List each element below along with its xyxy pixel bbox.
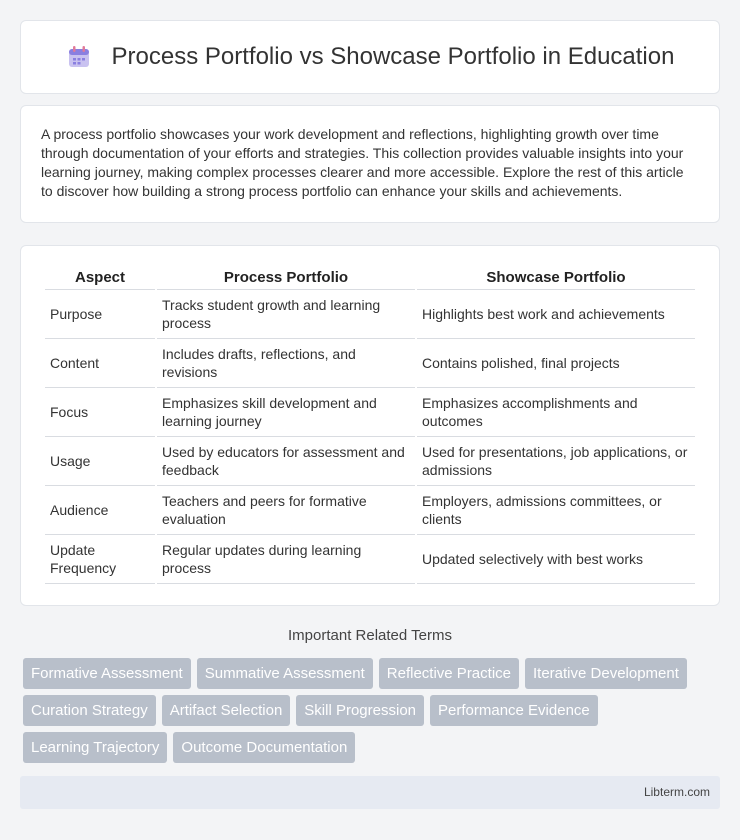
table-row — [45, 535, 695, 584]
related-terms-title: Important Related Terms — [288, 627, 452, 644]
term-tag-formative-assessment[interactable]: Formative Assessment — [23, 658, 191, 689]
cell-aspect: Update Frequency — [45, 535, 155, 584]
cell-aspect: Audience — [45, 486, 155, 535]
cell-aspect: Usage — [45, 437, 155, 486]
footer-site-link[interactable]: Libterm.com — [643, 785, 710, 799]
comparison-table — [43, 266, 697, 584]
related-terms-list — [20, 658, 720, 769]
term-tag-skill-progression[interactable]: Skill Progression — [296, 695, 424, 726]
table-header-row — [45, 266, 695, 290]
term-tag-learning-trajectory[interactable]: Learning Trajectory — [23, 732, 167, 763]
term-tag-curation-strategy[interactable]: Curation Strategy — [23, 695, 156, 726]
table-row — [45, 437, 695, 486]
term-tag-summative-assessment[interactable]: Summative Assessment — [197, 658, 373, 689]
intro-text: A process portfolio showcases your work development and reflections, highlighting growth over time through documentation of your efforts and strategies. This collection provides valuable insights into your learning journey, making complex processes clearer and more accessible. Explore the rest of this article to discover how building a strong process portfolio can enhance your skills and achievements. — [41, 126, 684, 199]
term-tag-iterative-development[interactable]: Iterative Development — [525, 658, 687, 689]
header-showcase-portfolio: Showcase Portfolio — [417, 266, 695, 290]
cell-process: Tracks student growth and learning process — [157, 290, 415, 339]
table-row — [45, 486, 695, 535]
header-aspect: Aspect — [45, 266, 155, 290]
calendar-icon — [66, 44, 92, 70]
comparison-table-card — [20, 245, 720, 606]
term-tag-reflective-practice[interactable]: Reflective Practice — [379, 658, 519, 689]
cell-showcase: Emphasizes accomplishments and outcomes — [417, 388, 695, 437]
title-card — [20, 20, 720, 94]
cell-aspect: Content — [45, 339, 155, 388]
cell-showcase: Highlights best work and achievements — [417, 290, 695, 339]
cell-process: Regular updates during learning process — [157, 535, 415, 584]
cell-showcase: Updated selectively with best works — [417, 535, 695, 584]
table-row — [45, 290, 695, 339]
cell-showcase: Used for presentations, job applications, or admissions — [417, 437, 695, 486]
cell-process: Emphasizes skill development and learning journey — [157, 388, 415, 437]
term-tag-artifact-selection[interactable]: Artifact Selection — [162, 695, 291, 726]
cell-process: Includes drafts, reflections, and revisions — [157, 339, 415, 388]
intro-card — [20, 105, 720, 223]
table-row — [45, 339, 695, 388]
term-tag-outcome-documentation[interactable]: Outcome Documentation — [173, 732, 355, 763]
cell-aspect: Focus — [45, 388, 155, 437]
cell-process: Teachers and peers for formative evaluation — [157, 486, 415, 535]
cell-showcase: Employers, admissions committees, or clients — [417, 486, 695, 535]
table-row — [45, 388, 695, 437]
cell-aspect: Purpose — [45, 290, 155, 339]
term-tag-performance-evidence[interactable]: Performance Evidence — [430, 695, 598, 726]
cell-showcase: Contains polished, final projects — [417, 339, 695, 388]
header-process-portfolio: Process Portfolio — [157, 266, 415, 290]
cell-process: Used by educators for assessment and feedback — [157, 437, 415, 486]
page-title: Process Portfolio vs Showcase Portfolio in Education — [111, 43, 675, 70]
footer — [20, 776, 720, 809]
